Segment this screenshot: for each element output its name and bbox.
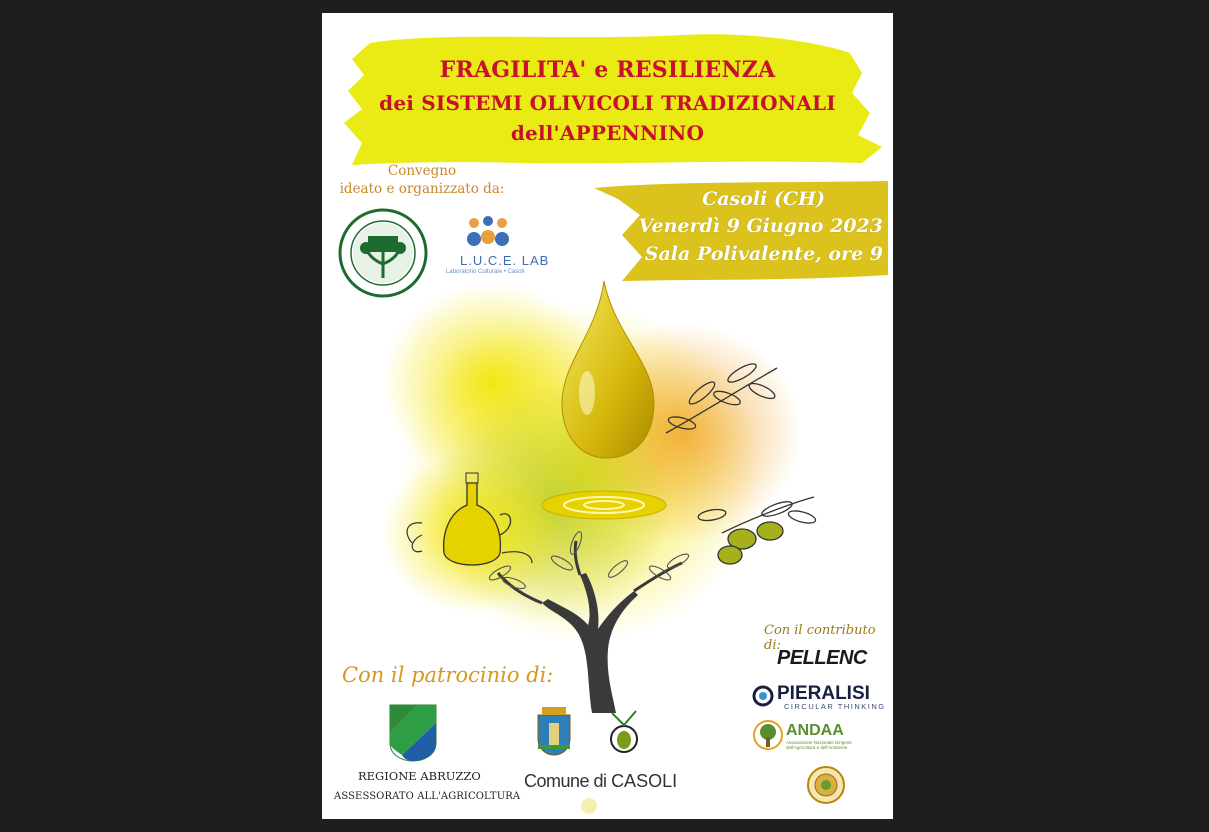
event-poster bbox=[322, 13, 893, 819]
andaa-logo: ANDAA bbox=[786, 722, 844, 739]
organizer-label-2: ideato e organizzato da: bbox=[339, 181, 505, 197]
title-line-2: dei SISTEMI OLIVICOLI TRADIZIONALI bbox=[379, 91, 836, 115]
andaa-description: Associazione Nazionale Dirigenti dell'Agricoltura e dell'Ambiente bbox=[786, 740, 852, 750]
organizer-label-1: Convegno bbox=[387, 163, 457, 179]
olive-circle-logo bbox=[606, 709, 642, 761]
pieralisi-tagline: CIRCULAR THINKING bbox=[784, 702, 886, 711]
pieralisi-logo: PIERALISI bbox=[777, 683, 870, 704]
pieralisi-mark-icon bbox=[752, 685, 774, 707]
event-place: Sala Polivalente, ore 9 bbox=[644, 243, 883, 265]
comune-name: CASOLI bbox=[611, 771, 678, 791]
contributors-heading: Con il contributo di: bbox=[764, 623, 876, 653]
luce-lab-name: L.U.C.E. LAB bbox=[460, 253, 550, 268]
region-name: REGIONE ABRUZZO bbox=[358, 769, 481, 783]
region-department: ASSESSORATO ALL'AGRICOLTURA bbox=[334, 791, 521, 802]
comune-crest-logo bbox=[536, 707, 572, 757]
andaa-tree-icon bbox=[752, 719, 784, 751]
title-line-3: dell'APPENNINO bbox=[510, 121, 705, 145]
bottom-emblem-logo bbox=[806, 763, 846, 807]
patronage-heading: Con il patrocinio di: bbox=[342, 663, 554, 687]
luce-lab-logo bbox=[462, 213, 514, 253]
comune-prefix: Comune di bbox=[524, 771, 612, 791]
comune-casoli-label bbox=[524, 771, 677, 792]
regione-abruzzo-logo bbox=[388, 703, 438, 763]
event-city: Casoli (CH) bbox=[702, 188, 825, 210]
pellenc-logo: PELLENC bbox=[777, 647, 867, 669]
event-date: Venerdì 9 Giugno 2023 bbox=[638, 215, 883, 237]
title-line-1: FRAGILITA' e RESILIENZA bbox=[439, 57, 776, 83]
luce-lab-subtitle: Laboratorio Culturale • Casoli bbox=[446, 269, 525, 275]
oil-ripple-icon bbox=[542, 491, 666, 519]
small-sun-logo bbox=[572, 795, 606, 817]
